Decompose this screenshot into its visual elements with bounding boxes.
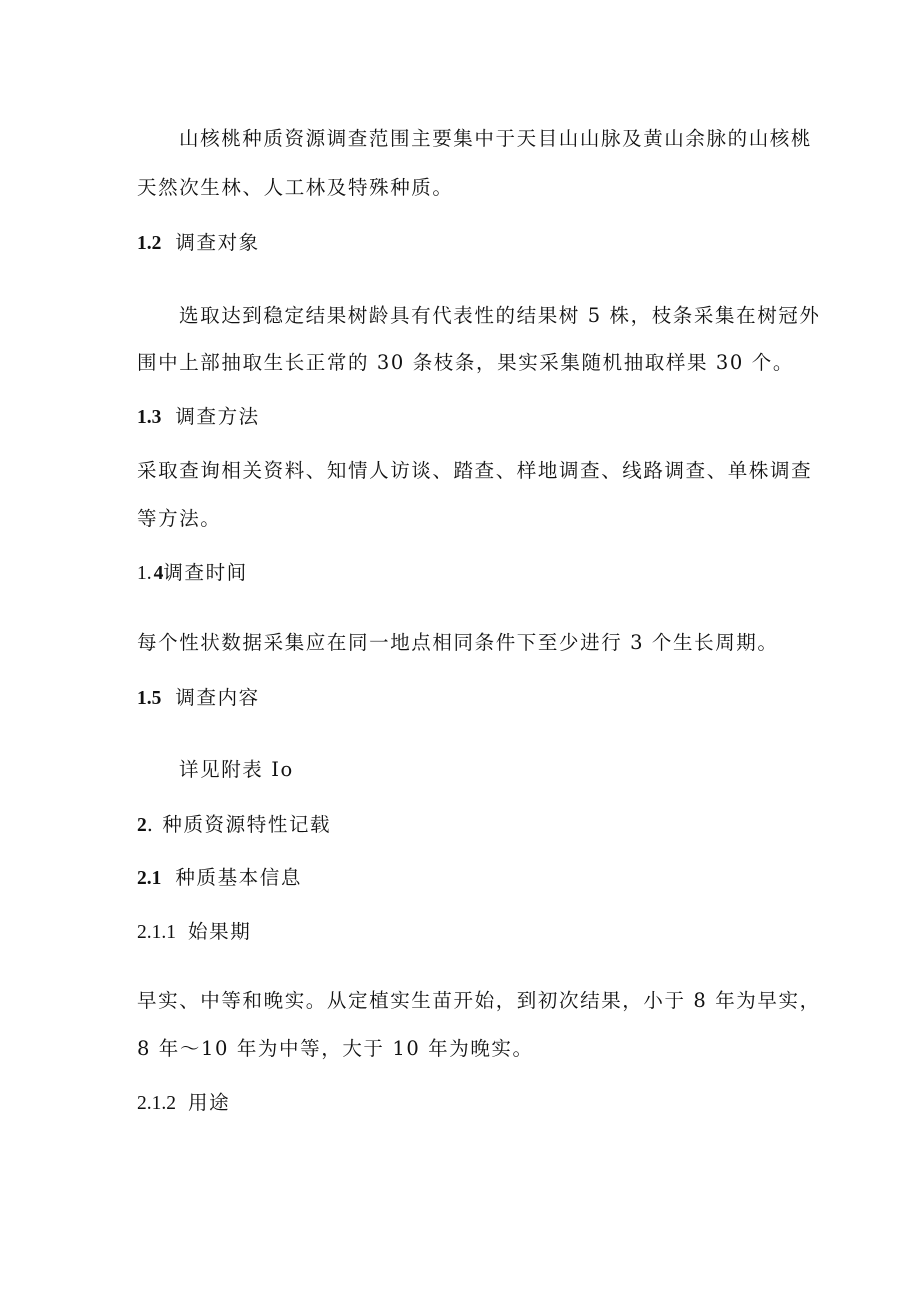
paragraph-objects-line-2: 围中上部抽取生长正常的 30 条枝条，果实采集随机抽取样果 30 个。 xyxy=(137,351,794,374)
paragraph-content-line-1: 详见附表 Io xyxy=(179,758,294,781)
paragraph-methods-line-2: 等方法。 xyxy=(137,507,222,530)
heading-title: 调查内容 xyxy=(175,686,260,709)
heading-number: 1.5 xyxy=(137,688,162,709)
heading-title: 调查对象 xyxy=(175,231,260,254)
heading-prefix: 1. xyxy=(137,563,152,584)
heading-title: 用途 xyxy=(188,1091,231,1114)
heading-title: 始果期 xyxy=(188,920,252,943)
heading-number: 2.1.1 xyxy=(137,922,176,943)
heading-1-2 xyxy=(137,231,260,256)
paragraph-scope-line-1: 山核桃种质资源调查范围主要集中于天目山山脉及黄山余脉的山核桃 xyxy=(179,127,813,150)
heading-title: 调查时间 xyxy=(163,561,248,584)
heading-number: 2.1 xyxy=(137,868,162,889)
paragraph-bearing-line-2: 8 年～10 年为中等，大于 10 年为晚实。 xyxy=(137,1037,534,1060)
heading-2-1-1 xyxy=(137,920,251,945)
heading-number: 1.2 xyxy=(137,233,162,254)
heading-title: 调查方法 xyxy=(175,405,260,428)
paragraph-methods-line-1: 采取查询相关资料、知情人访谈、踏查、样地调查、线路调查、单株调查 xyxy=(137,459,813,482)
heading-2-1 xyxy=(137,866,302,891)
heading-number: 1.3 xyxy=(137,407,162,428)
paragraph-time-line-1: 每个性状数据采集应在同一地点相同条件下至少进行 3 个生长周期。 xyxy=(137,631,779,654)
heading-1-4 xyxy=(137,561,248,586)
heading-number: 4 xyxy=(153,563,164,584)
paragraph-scope-line-2: 天然次生林、人工林及特殊种质。 xyxy=(137,176,454,199)
heading-title: 种质基本信息 xyxy=(175,866,302,889)
paragraph-bearing-line-1: 早实、中等和晚实。从定植实生苗开始，到初次结果，小于 8 年为早实， xyxy=(137,989,821,1012)
paragraph-objects-line-1: 选取达到稳定结果树龄具有代表性的结果树 5 株，枝条采集在树冠外 xyxy=(179,304,821,327)
heading-1-3 xyxy=(137,405,260,430)
heading-2-1-2 xyxy=(137,1091,230,1116)
heading-title: . 种质资源特性记载 xyxy=(146,813,332,836)
heading-number: 2 xyxy=(137,815,147,836)
heading-2 xyxy=(137,813,331,838)
heading-1-5 xyxy=(137,686,260,711)
heading-number: 2.1.2 xyxy=(137,1093,176,1114)
